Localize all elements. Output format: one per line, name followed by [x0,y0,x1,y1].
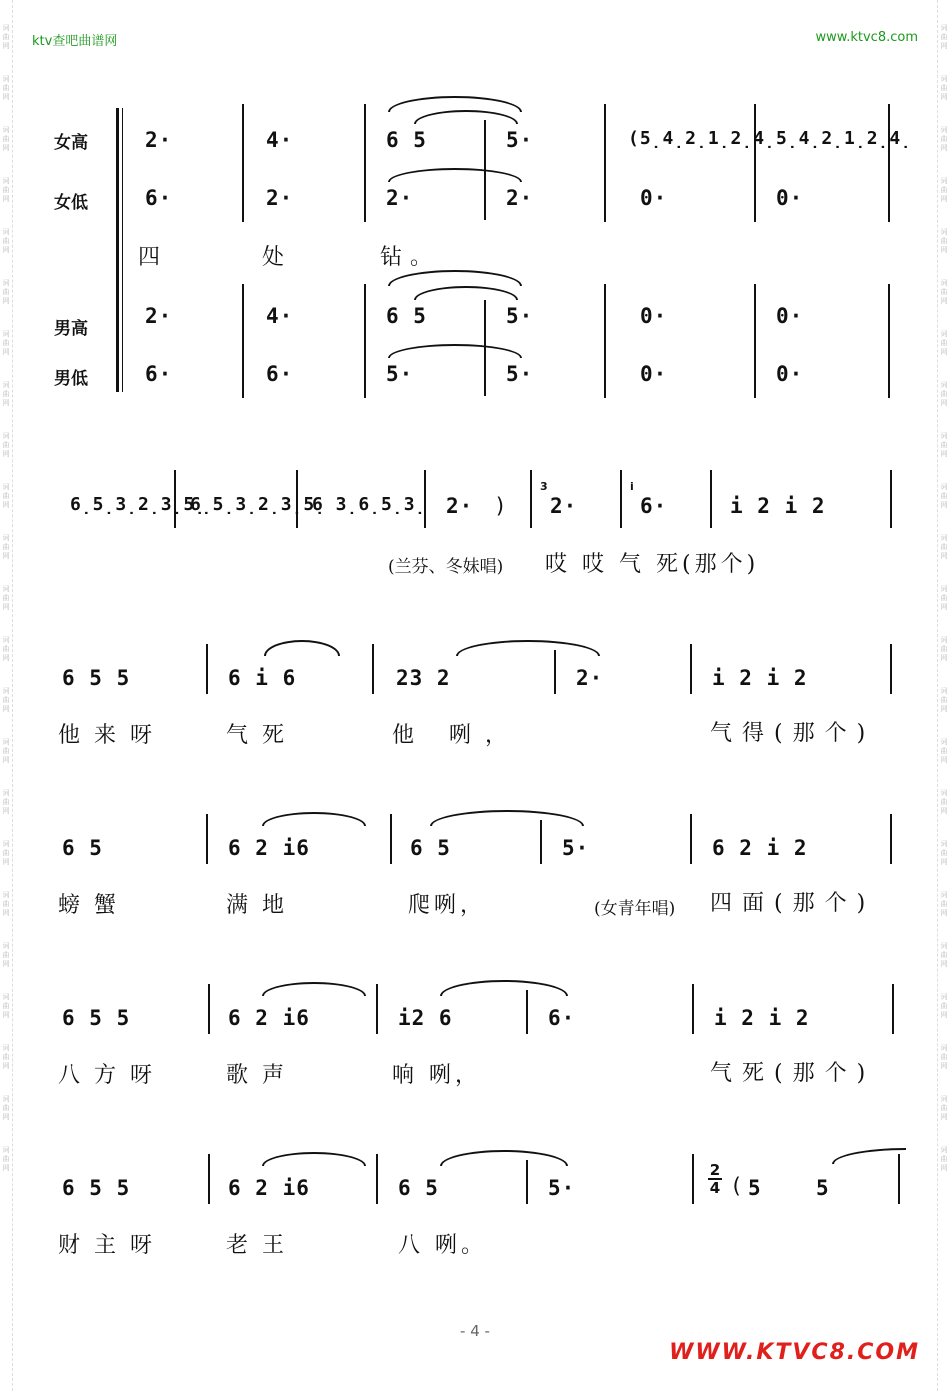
barline [888,284,890,398]
barline [890,814,892,864]
side-text: 词曲网 [940,24,948,50]
notation-cell: 6̣5̣3̣2̣3̣5̣ [190,494,327,515]
lyric: 满地 [226,893,299,918]
side-text: 词曲网 [940,942,948,968]
notation-cell: 5 [816,1176,830,1200]
side-text: 词曲网 [2,738,10,764]
lyric: 响 咧， [392,1063,481,1088]
side-text: 词曲网 [2,330,10,356]
notation-cell: 6 5 [410,836,451,860]
side-text: 词曲网 [2,24,10,50]
site-url-right[interactable]: www.ktvc8.com [815,30,918,45]
side-text: 词曲网 [2,1146,10,1172]
notation-cell: 2· [145,304,173,328]
side-text: 词曲网 [2,228,10,254]
part-label-bass: 男低 [54,369,88,389]
notation-cell: 2· [550,494,578,518]
notation-cell: 0· [776,304,804,328]
notation-cell: 6 5 5 [62,1006,131,1030]
notation-cell: 6 2 i6 [228,836,310,860]
notation-cell: 6· [145,186,173,210]
side-text: 词曲网 [2,1095,10,1121]
slur [262,982,366,996]
lyric: 他来呀 [58,723,167,748]
notation-cell: 5̣4̣2̣1̣2̣4̣ [776,128,913,149]
barline [754,104,756,222]
side-text: 词曲网 [2,279,10,305]
notation-cell: 6· [548,1006,576,1030]
barline [242,284,244,398]
grace-note: 3 [540,480,548,493]
lyric: 气得(那个) [710,721,876,746]
tie-out [832,1148,906,1164]
notation-cell: 5· [548,1176,576,1200]
notation-cell: 0· [640,362,668,386]
lyric: 螃蟹 [58,893,131,918]
barline [690,644,692,694]
barline [372,644,374,694]
barline [242,104,244,222]
side-text: 词曲网 [940,381,948,407]
barline [754,284,756,398]
barline [208,984,210,1034]
barline [206,814,208,864]
barline [890,644,892,694]
notation-cell: 2· [506,186,534,210]
slur [414,110,518,124]
side-text: 词曲网 [2,534,10,560]
notation-cell: 0· [640,186,668,210]
side-text: 词曲网 [940,738,948,764]
side-text: 词曲网 [2,687,10,713]
side-strip-left [0,0,13,1391]
side-text: 词曲网 [940,687,948,713]
barline [620,470,622,528]
notation-cell: 5· [562,836,590,860]
notation-cell: 6 2 i6 [228,1176,310,1200]
notation-cell: 0· [776,186,804,210]
grace-note: i [630,480,634,493]
notation-cell: 6̣5̣3̣2̣3̣5̣ [70,494,207,515]
side-text: 词曲网 [940,228,948,254]
lyric: 哎 哎 气 死(那个) [545,552,760,577]
lyric: 处 [262,245,293,270]
notation-cell: i 2 i 2 [730,494,826,518]
notation-cell: 6 3̣6̣5̣3̣ [312,494,427,515]
barline [206,644,208,694]
side-text: 词曲网 [2,840,10,866]
barline [554,650,556,694]
barline [376,984,378,1034]
barline [364,284,366,398]
side-text: 词曲网 [940,483,948,509]
notation-cell: 6 i 6 [228,666,297,690]
side-text: 词曲网 [2,483,10,509]
system-bracket [116,108,119,392]
notation-cell: 6 2 i 2 [712,836,808,860]
side-text: 词曲网 [940,1095,948,1121]
side-text: 词曲网 [940,636,948,662]
notation-cell: 5· [506,128,534,152]
notation-cell: 2· [266,186,294,210]
side-text: 词曲网 [940,840,948,866]
side-text: 词曲网 [2,126,10,152]
lyric: 老王 [226,1233,299,1258]
barline [692,1154,694,1204]
barline [208,1154,210,1204]
notation-cell: 2· [446,494,474,518]
notation-cell: 2· [145,128,173,152]
side-text: 词曲网 [940,891,948,917]
site-name-left[interactable]: ktv查吧曲谱网 [32,34,118,49]
barline [364,104,366,222]
notation-cell: 0· [776,362,804,386]
side-text: 词曲网 [940,789,948,815]
performer-note: (女青年唱) [594,899,676,919]
barline [604,104,606,222]
notation-cell: 6 5 [386,128,427,152]
slur [264,640,340,656]
notation-cell: 6 5 [398,1176,439,1200]
time-signature [708,1162,722,1196]
side-text: 词曲网 [2,381,10,407]
notation-cell: 2· [576,666,604,690]
notation-cell: 4· [266,304,294,328]
notation-cell: 6 5 5 [62,1176,131,1200]
performer-note: (兰芬、冬妹唱) [388,557,504,577]
barline [530,470,532,528]
notation-cell: 2· [386,186,414,210]
watermark-logo: WWW.KTVC8.COM [669,1340,920,1365]
barline [604,284,606,398]
notation-cell: i 2 i 2 [712,666,808,690]
notation-cell: 5· [386,362,414,386]
side-text: 词曲网 [2,993,10,1019]
side-text: 词曲网 [2,942,10,968]
notation-cell: 4· [266,128,294,152]
slur [388,168,522,182]
notation-cell: 6· [266,362,294,386]
side-text: 词曲网 [2,891,10,917]
notation-cell: 0· [640,304,668,328]
side-text: 词曲网 [940,330,948,356]
part-label-tenor: 男高 [54,319,88,339]
slur [440,1150,568,1166]
barline [890,470,892,528]
part-label-soprano: 女高 [54,133,88,153]
notation-cell: 5· [506,304,534,328]
notation-cell: 6· [640,494,668,518]
barline [692,984,694,1034]
notation-cell: 6 5 [386,304,427,328]
side-text: 词曲网 [2,1044,10,1070]
slur [414,286,518,300]
system-bracket-inner [122,108,123,392]
notation-cell: 6 5 [62,836,103,860]
side-text: 词曲网 [2,636,10,662]
lyric: 歌声 [226,1063,299,1088]
side-text: 词曲网 [940,432,948,458]
time-signature-top: 2 [709,1161,721,1179]
barline [892,984,894,1034]
notation-cell: i2 6 [398,1006,453,1030]
notation-cell: 5· [506,362,534,386]
lyric: 爬咧， [408,893,487,918]
side-text: 词曲网 [940,585,948,611]
lyric: 气死(那个) [710,1061,876,1086]
slur [262,1152,366,1166]
lyric: 财主呀 [58,1233,167,1258]
paren-open: ( [730,1174,744,1198]
lyric: 八 咧。 [398,1233,487,1258]
notation-cell: (5̣4̣2̣1̣2̣4̣ [628,128,776,149]
side-text: 词曲网 [2,789,10,815]
page-number: - 4 - [460,1322,490,1340]
notation-cell: 23 2 [396,666,451,690]
lyric: 四 [138,245,169,270]
lyric: 四面(那个) [710,891,876,916]
side-text: 词曲网 [2,585,10,611]
side-text: 词曲网 [940,534,948,560]
slur [430,810,584,826]
side-text: 词曲网 [2,177,10,203]
side-text: 词曲网 [940,1146,948,1172]
side-text: 词曲网 [940,1044,948,1070]
notation-cell: 5 [748,1176,762,1200]
part-label-alto: 女低 [54,193,88,213]
side-text: 词曲网 [940,75,948,101]
side-text: 词曲网 [2,75,10,101]
lyric: 气死 [226,723,299,748]
barline [540,820,542,864]
lyric: 八方呀 [58,1063,167,1088]
barline [526,1160,528,1204]
slur [262,812,366,826]
side-text: 词曲网 [940,177,948,203]
notation-cell: i 2 i 2 [714,1006,810,1030]
side-text: 词曲网 [940,126,948,152]
side-text: 词曲网 [940,279,948,305]
side-text: 词曲网 [940,993,948,1019]
notation-cell: 6· [145,362,173,386]
slur [456,640,600,656]
barline [888,104,890,222]
notation-cell: 6 5 5 [62,666,131,690]
barline [526,990,528,1034]
lyric: 他 咧， [392,723,521,748]
barline [376,1154,378,1204]
paren-close: ) [494,494,508,518]
lyric: 钻。 [380,245,441,270]
time-signature-bottom: 4 [709,1179,721,1197]
side-strip-right [937,0,950,1391]
slur [388,344,522,358]
slur [388,270,522,286]
barline [710,470,712,528]
barline [690,814,692,864]
slur [440,980,568,996]
notation-cell: 6 2 i6 [228,1006,310,1030]
barline [390,814,392,864]
side-text: 词曲网 [2,432,10,458]
